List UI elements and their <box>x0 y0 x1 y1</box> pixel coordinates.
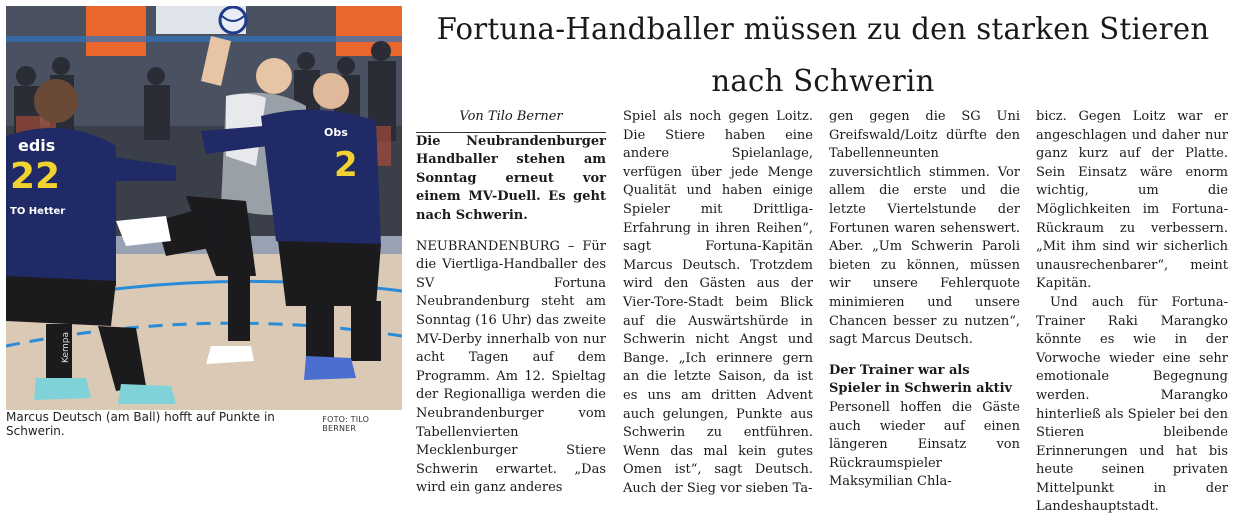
photo-caption-bar <box>6 410 402 438</box>
photo-caption: Marcus Deutsch (am Ball) hofft auf Punkte in Schwerin. <box>6 410 275 438</box>
jersey-right-text: Obs <box>324 126 348 139</box>
article-body-3b: Personell hoffen die Gäste auch wieder auf einen längeren Einsatz von Rückraumspieler Maksymilian Chla- <box>829 399 1020 490</box>
jersey-left-number: 22 <box>10 156 61 197</box>
article-photo <box>6 6 402 410</box>
article-subhead: Der Trainer war als Spieler in Schwerin aktiv <box>829 362 1013 397</box>
article-body-4b: Und auch für Fortuna-Trainer Raki Marangko könnte es wie in der Vorwoche wieder eine sehr emotionale Begegnung werden. Marangko hinterließ als Spieler bei den Stieren bleibende Erinnerungen und hat bis heute seinen privaten Mittelpunkt in der Landeshauptstadt. <box>1036 294 1228 515</box>
article-headline: Fortuna-Handballer müssen zu den starken Stieren nach Schwerin <box>436 12 1210 99</box>
article-column-4 <box>1036 108 1228 517</box>
jersey-right-number: 2 <box>334 145 358 185</box>
article-column-1 <box>416 108 606 498</box>
article-lead: Die Neubrandenburger Handballer stehen am Sonntag erneut vor einem MV-Duell. Es geht nach Schwerin. <box>416 133 606 223</box>
jersey-left-sponsor: TO Hetter <box>10 206 66 217</box>
article-body-3: gen gegen die SG Uni Greifswald/Loitz dürfte den Tabellenneunten zuversichtlich stimmen. Vor allem die erste und die letzte Viertelstunde der Fortunen waren sehenswert. Aber. „Um Schwerin Paroli bieten zu können, müssen wir unsere Fehlerquote minimieren und unsere Chancen besser zu nutzen“, sagt Marcus Deutsch. <box>829 109 1020 348</box>
article-body-2: Spiel als noch gegen Loitz. Die Stiere haben eine andere Spielanlage, verfügen über jede Menge Qualität und haben einige Spieler mit Drittliga-Erfahrung in ihren Reihen“, sagt Fortuna-Kapitän Marcus Deutsch. Trotzdem wird den Gästen aus der Vier-Tore-Stadt beim Blick auf die Auswärtshürde in Schwerin nicht Angst und Bange. „Ich erinnere gern an die letzte Saison, da ist es uns am dritten Advent auch gelungen, Punkte aus Schwerin zu entführen. Wenn das mal kein gutes Omen ist“, sagt Deutsch. Auch der Sieg vor sieben Ta- <box>623 109 813 496</box>
article-body-4: bicz. Gegen Loitz war er angeschlagen und daher nur ganz kurz auf der Platte. Sein Einsatz wäre enorm wichtig, um die Möglichkeiten im Fortuna-Rückraum zu verbessern. „Mit ihm sind wir sicherlich unausrechenbarer“, meint Kapitän. <box>1036 109 1228 292</box>
photo-credit: FOTO: TILO BERNER <box>322 415 370 433</box>
article-body-1: NEUBRANDENBURG – Für die Viertliga-Handballer des SV Fortuna Neubrandenburg steht am Sonntag (16 Uhr) das zweite MV-Derby innerhalb von nur acht Tagen auf dem Programm. Am 12. Spieltag der Regionalliga werden die Neubrandenburger vom Tabellenvierten Mecklenburger Stiere Schwerin erwartet. „Das wird ein ganz anderes <box>416 238 606 496</box>
shorts-text: Kempa <box>61 332 71 363</box>
jersey-left-text: edis <box>18 136 56 155</box>
article-column-2 <box>623 108 813 498</box>
byline: Von Tilo Berner <box>416 108 606 133</box>
article-column-3 <box>829 108 1020 492</box>
